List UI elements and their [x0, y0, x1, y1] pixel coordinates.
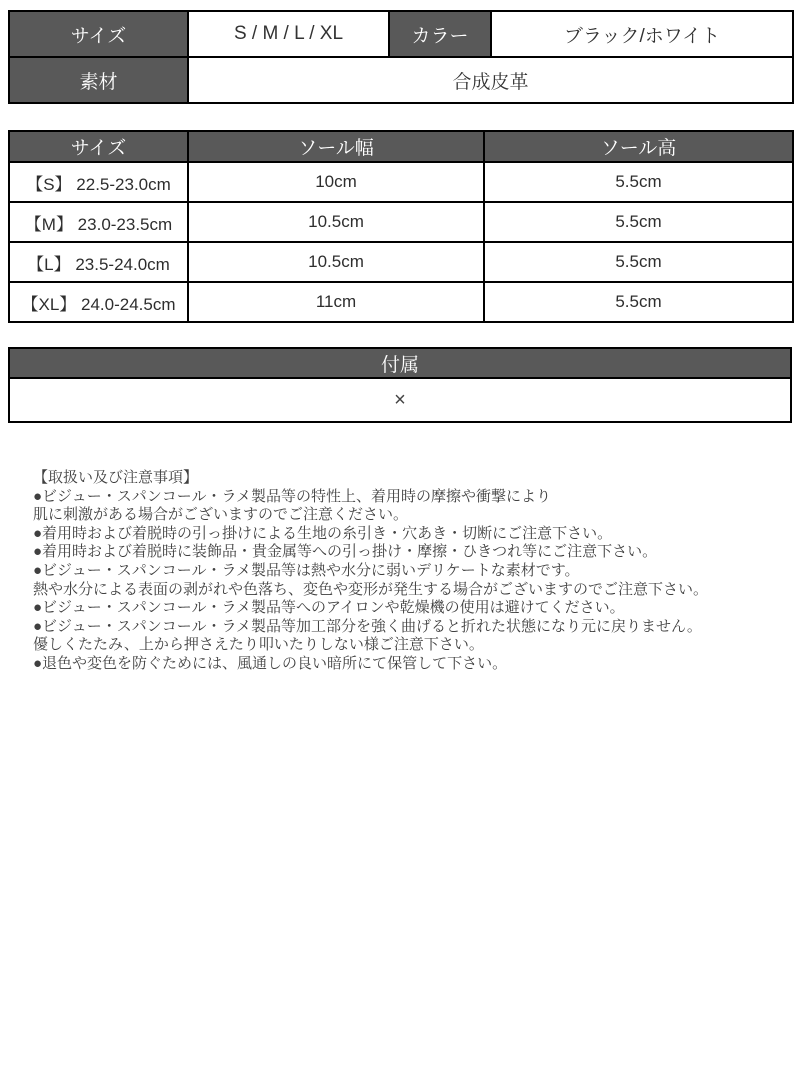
size-range: 【M】 23.0-23.5cm	[9, 202, 188, 242]
notes-line: ●着用時および着脱時に装飾品・貴金属等への引っ掛け・摩擦・ひきつれ等にご注意下さい。	[33, 543, 658, 561]
size-range: 【S】 22.5-23.0cm	[9, 162, 188, 202]
accessory-header: 付属	[9, 348, 791, 378]
accessory-value-row	[9, 378, 791, 422]
dimension-row-l	[9, 242, 793, 282]
dimension-row-s	[9, 162, 793, 202]
sole-width-value: 10.5cm	[188, 202, 484, 242]
notes-line: 肌に刺激がある場合がございますのでご注意ください。	[33, 506, 409, 524]
material-label: 素材	[9, 57, 188, 103]
spec-table	[8, 10, 794, 104]
dimension-row-m	[9, 202, 793, 242]
dimension-header-row	[9, 131, 793, 162]
notes-line: 優しくたたみ、上から押さえたり叩いたりしない様ご注意下さい。	[33, 636, 484, 654]
spec-row-material	[9, 57, 793, 103]
notes-title: 【取扱い及び注意事項】	[33, 469, 199, 486]
size-range: 【XL】 24.0-24.5cm	[9, 282, 188, 322]
dimension-header-sole-width: ソール幅	[188, 131, 484, 162]
color-value: ブラック/ホワイト	[491, 11, 793, 57]
size-label: サイズ	[9, 11, 188, 57]
notes-line: ●退色や変色を防ぐためには、風通しの良い暗所にて保管して下さい。	[33, 654, 508, 672]
sole-dimension-table	[8, 130, 794, 323]
accessory-header-row	[9, 348, 791, 378]
sole-height-value: 5.5cm	[484, 162, 793, 202]
accessory-value: ×	[9, 378, 791, 422]
sole-width-value: 10.5cm	[188, 242, 484, 282]
sole-height-value: 5.5cm	[484, 282, 793, 322]
spec-row-size-color	[9, 11, 793, 57]
notes-line: ●着用時および着脱時の引っ掛けによる生地の糸引き・穴あき・切断にご注意下さい。	[33, 524, 613, 542]
sole-height-value: 5.5cm	[484, 242, 793, 282]
notes-line: 熱や水分による表面の剥がれや色落ち、変色や変形が発生する場合がございますのでご注意下さい。	[33, 580, 709, 598]
size-range: 【L】 23.5-24.0cm	[9, 242, 188, 282]
notes-line: ●ビジュー・スパンコール・ラメ製品等の特性上、着用時の摩擦や衝撃により	[33, 487, 552, 505]
accessory-table	[8, 347, 792, 423]
sole-width-value: 11cm	[188, 282, 484, 322]
sole-height-value: 5.5cm	[484, 202, 793, 242]
dimension-header-size: サイズ	[9, 131, 188, 162]
dimension-header-sole-height: ソール高	[484, 131, 793, 162]
dimension-row-xl	[9, 282, 793, 322]
notes-line: ●ビジュー・スパンコール・ラメ製品等加工部分を強く曲げると折れた状態になり元に戻りません。	[33, 617, 702, 635]
handling-notes	[33, 469, 773, 674]
notes-line: ●ビジュー・スパンコール・ラメ製品等へのアイロンや乾燥機の使用は避けてください。	[33, 599, 625, 617]
color-label: カラー	[389, 11, 491, 57]
size-value: S / M / L / XL	[188, 11, 389, 57]
sole-width-value: 10cm	[188, 162, 484, 202]
notes-line: ●ビジュー・スパンコール・ラメ製品等は熱や水分に弱いデリケートな素材です。	[33, 561, 580, 579]
material-value: 合成皮革	[188, 57, 793, 103]
